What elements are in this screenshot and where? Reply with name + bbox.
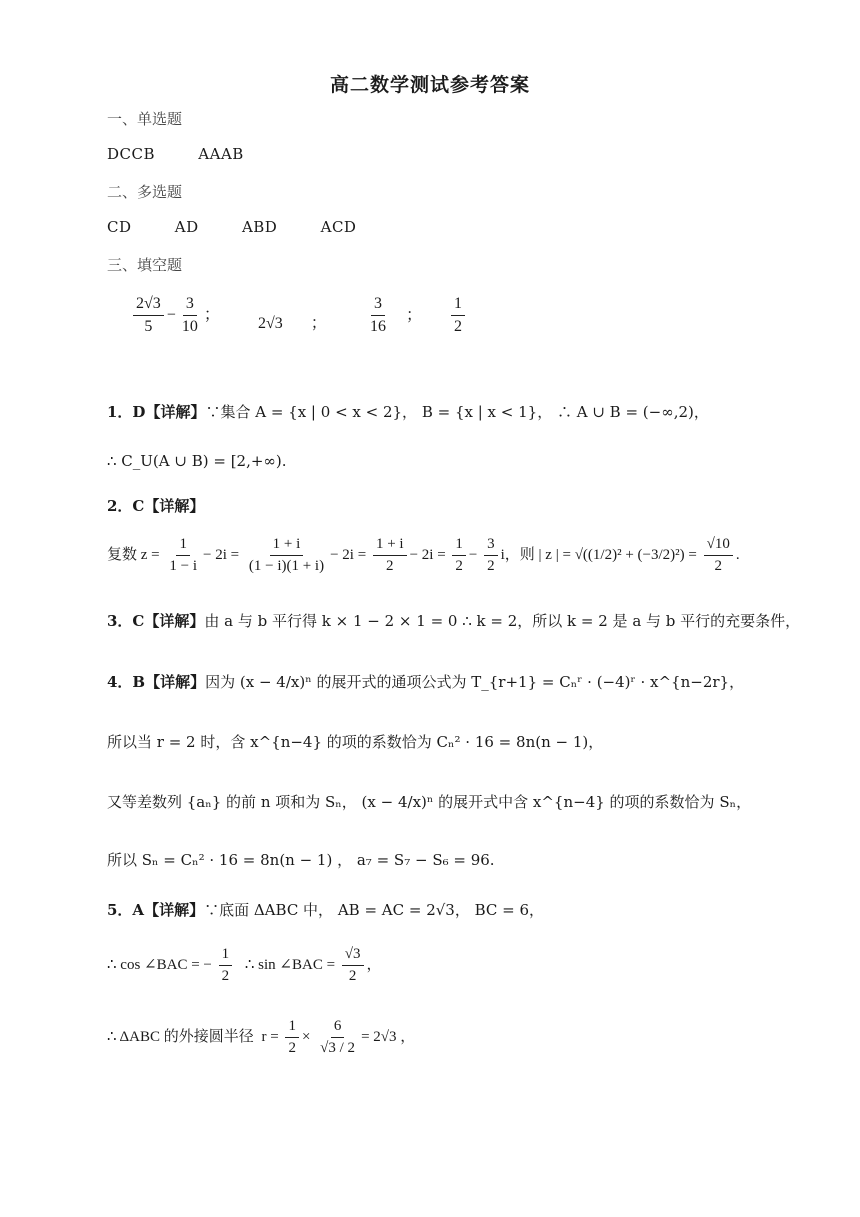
solution-text: 由 a 与 b 平行得 k × 1 − 2 × 1 = 0 ∴ k = 2，所以 k = 2 是 a 与 b 平行的充要条件，	[204, 612, 801, 630]
fraction: $\frac{3}{16}$	[370, 295, 386, 336]
text: = 2√3 ，	[361, 1029, 416, 1046]
solution-label: 5．A【详解】	[107, 901, 205, 919]
answer-group: CD	[107, 218, 132, 236]
fraction: $\frac{1}{2}$	[452, 536, 466, 576]
section-multi-choice: 二、多选题	[107, 183, 183, 201]
solution-5-line-1	[107, 901, 544, 919]
text: =	[688, 547, 697, 564]
text: −	[468, 547, 478, 564]
solution-4-line-4: 所以 Sₙ = Cₙ² · 16 = 8n(n − 1) ， a₇ = S₇ − S₆ = 96.	[107, 851, 495, 869]
page-title: 高二数学测试参考答案	[329, 74, 530, 96]
compound-fraction: $\frac{6}{√3 / 2}$	[320, 1018, 356, 1057]
fraction: $\frac{1}{2}$	[451, 295, 465, 337]
text: i，则 | z | =	[500, 547, 571, 564]
fraction: $\frac{2√3}{5}$	[133, 295, 164, 337]
solution-1-line-2: ∴ C_U(A ∪ B) = [2,+∞).	[107, 452, 287, 470]
answer-group: ABD	[241, 218, 278, 236]
solution-text: ∵集合 A = {x | 0 < x < 2}， B = {x | x < 1}， ∴ A ∪ B = (−∞,2)，	[205, 403, 709, 421]
text: ∴ sin ∠BAC =	[244, 957, 336, 974]
text: − 2i =	[330, 547, 367, 564]
solution-label: 1．D【详解】	[107, 403, 206, 421]
solution-3-line	[107, 612, 800, 630]
section-single-choice: 一、单选题	[107, 110, 183, 128]
solution-1-line-1	[107, 403, 709, 421]
answer-group: AD	[174, 218, 199, 236]
fraction: $\frac{1}{1 - i}$	[169, 536, 198, 575]
text: ∴ cos ∠BAC = −	[107, 957, 212, 974]
single-choice-answers	[107, 145, 282, 163]
fraction: $\frac{1}{2}$	[219, 946, 233, 986]
solution-text: 因为 (x − 4/x)ⁿ 的展开式的通项公式为 T_{r+1} = Cₙʳ · (−4)ʳ · x^{n−2r}，	[205, 673, 745, 691]
fraction: $\frac{√3}{2}$	[342, 946, 364, 986]
separator: ；	[406, 306, 423, 324]
solution-4-line-3: 又等差数列 {aₙ} 的前 n 项和为 Sₙ， (x − 4/x)ⁿ 的展开式中含 x^{n−4} 的项的系数恰为 Sₙ，	[107, 793, 752, 811]
text: ×	[301, 1029, 311, 1046]
answer-group: AAAB	[198, 145, 244, 163]
fraction: $\frac{3}{2}$	[484, 536, 498, 576]
answer-group: ACD	[320, 218, 357, 236]
separator: ；	[203, 306, 220, 324]
solution-text: ∵底面 ΔABC 中， AB = AC = 2√3， BC = 6，	[204, 901, 545, 919]
text: ，	[366, 957, 382, 974]
text: − 2i =	[409, 547, 446, 564]
answer-group: DCCB	[107, 145, 156, 163]
text: 复数 z =	[107, 547, 160, 564]
separator: ；	[310, 315, 327, 332]
solution-2-line	[107, 536, 740, 576]
text: − 2i =	[203, 547, 240, 564]
sqrt-expression: √((1/2)² + (−3/2)²)	[574, 547, 685, 564]
fraction: $\frac{√10}{2}$	[704, 536, 733, 576]
fill-answer-2	[258, 310, 327, 333]
solution-2-label: 2．C【详解】	[107, 497, 205, 515]
fill-answer-3	[364, 295, 422, 337]
solution-4-line-2: 所以当 r = 2 时，含 x^{n−4} 的项的系数恰为 Cₙ² · 16 = 8n(n − 1)，	[107, 733, 604, 751]
text: ∴ ΔABC 的外接圆半径	[107, 1029, 254, 1046]
fraction: $\frac{1 + i}{2}$	[373, 536, 407, 576]
section-fill-blank: 三、填空题	[107, 256, 183, 274]
fraction: $\frac{1 + i}{(1 - i)(1 + i)}$	[248, 536, 325, 575]
multi-choice-answers	[107, 218, 394, 236]
solution-5-line-3	[107, 1018, 415, 1058]
text: r =	[261, 1029, 279, 1046]
solution-label: 4．B【详解】	[107, 673, 206, 691]
fraction: $\frac{1}{2}$	[285, 1018, 299, 1058]
minus-sign: −	[166, 306, 176, 324]
solution-label: 3．C【详解】	[107, 612, 205, 630]
text: .	[735, 547, 740, 564]
fill-answer-1	[130, 295, 220, 337]
answer-value: 2√3	[258, 315, 283, 332]
fraction: $\frac{3}{10}$	[181, 295, 198, 336]
solution-5-line-2	[107, 946, 382, 986]
fill-answer-4	[448, 295, 468, 337]
solution-4-line-1	[107, 673, 744, 691]
